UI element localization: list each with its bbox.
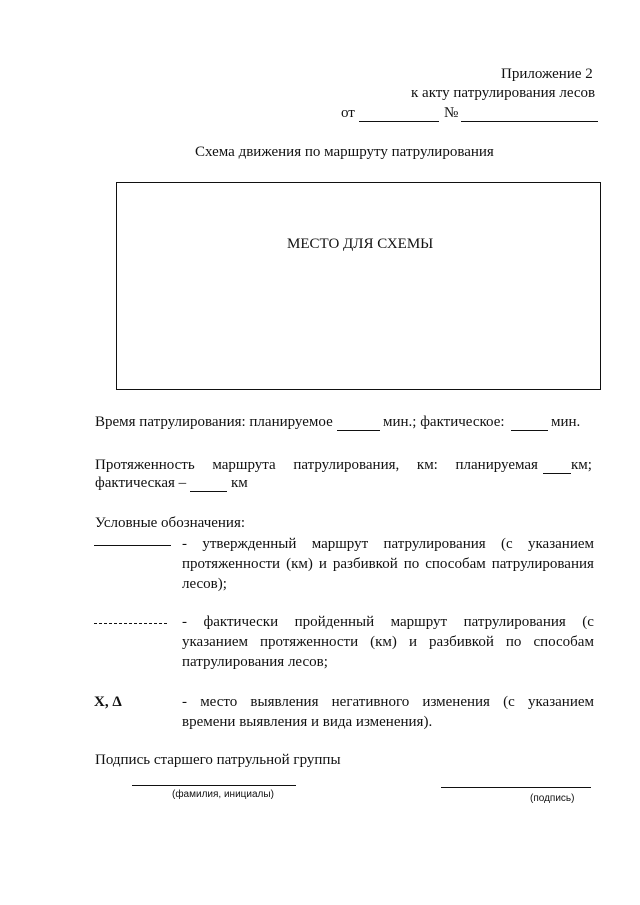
negative-change-symbol: X, Δ xyxy=(94,694,122,710)
document-title: Схема движения по маршруту патрулирования xyxy=(195,144,494,160)
name-initials-blank xyxy=(132,785,296,786)
signature-caption: (подпись) xyxy=(530,793,575,804)
act-date-blank xyxy=(359,121,439,122)
route-length-word: маршрута xyxy=(212,457,276,473)
legend-item-negative-line-1: - место выявления негативного изменения (с указанием xyxy=(182,694,594,710)
legend-item-actual-line-2: указанием протяженности (км) и разбивкой по способам xyxy=(182,634,594,650)
act-date-label: от xyxy=(341,105,355,121)
act-number-blank xyxy=(461,121,598,122)
route-length-word: Протяженность xyxy=(95,457,195,473)
approved-route-solid-line-symbol xyxy=(94,545,171,546)
name-initials-caption: (фамилия, инициалы) xyxy=(172,789,274,800)
legend-item-actual-line-1: - фактически пройденный маршрут патрулирования (с xyxy=(182,614,594,630)
signature-blank xyxy=(441,787,591,788)
planned-km-blank xyxy=(543,473,571,474)
planned-minutes-blank xyxy=(337,430,380,431)
appendix-subtitle: к акту патрулирования лесов xyxy=(411,85,596,101)
legend-item-approved-line-3: лесов); xyxy=(182,576,227,592)
route-length-line xyxy=(95,457,538,474)
actual-km-label: фактическая – xyxy=(95,475,187,491)
act-number-label: № xyxy=(444,105,459,121)
route-length-word: км: xyxy=(416,457,438,473)
actual-route-dashed-line-symbol xyxy=(94,623,167,624)
route-length-word: патрулирования, xyxy=(293,457,400,473)
patrol-time-label: Время патрулирования: планируемое xyxy=(95,414,333,430)
patrol-time-minutes-unit: мин. xyxy=(551,414,581,430)
legend-item-actual-line-3: патрулирования лесов; xyxy=(182,654,328,670)
appendix-title: Приложение 2 xyxy=(501,66,593,82)
legend-heading: Условные обозначения: xyxy=(95,515,246,531)
signature-heading: Подпись старшего патрульной группы xyxy=(95,752,341,768)
actual-minutes-blank xyxy=(511,430,548,431)
route-length-word: планируемая xyxy=(455,457,538,473)
legend-item-approved-line-2: протяженности (км) и разбивкой по способам патрулирования xyxy=(182,556,594,572)
actual-km-unit: км xyxy=(231,475,248,491)
legend-item-negative-line-2: времени выявления и вида изменения). xyxy=(182,714,433,730)
legend-item-approved-line-1: - утвержденный маршрут патрулирования (с указанием xyxy=(182,536,594,552)
scheme-placeholder: МЕСТО ДЛЯ СХЕМЫ xyxy=(287,236,434,252)
planned-km-unit: км; xyxy=(571,457,592,473)
scheme-area-box xyxy=(116,182,601,390)
actual-km-blank xyxy=(190,491,227,492)
patrol-time-actual-label: мин.; фактическое: xyxy=(383,414,505,430)
